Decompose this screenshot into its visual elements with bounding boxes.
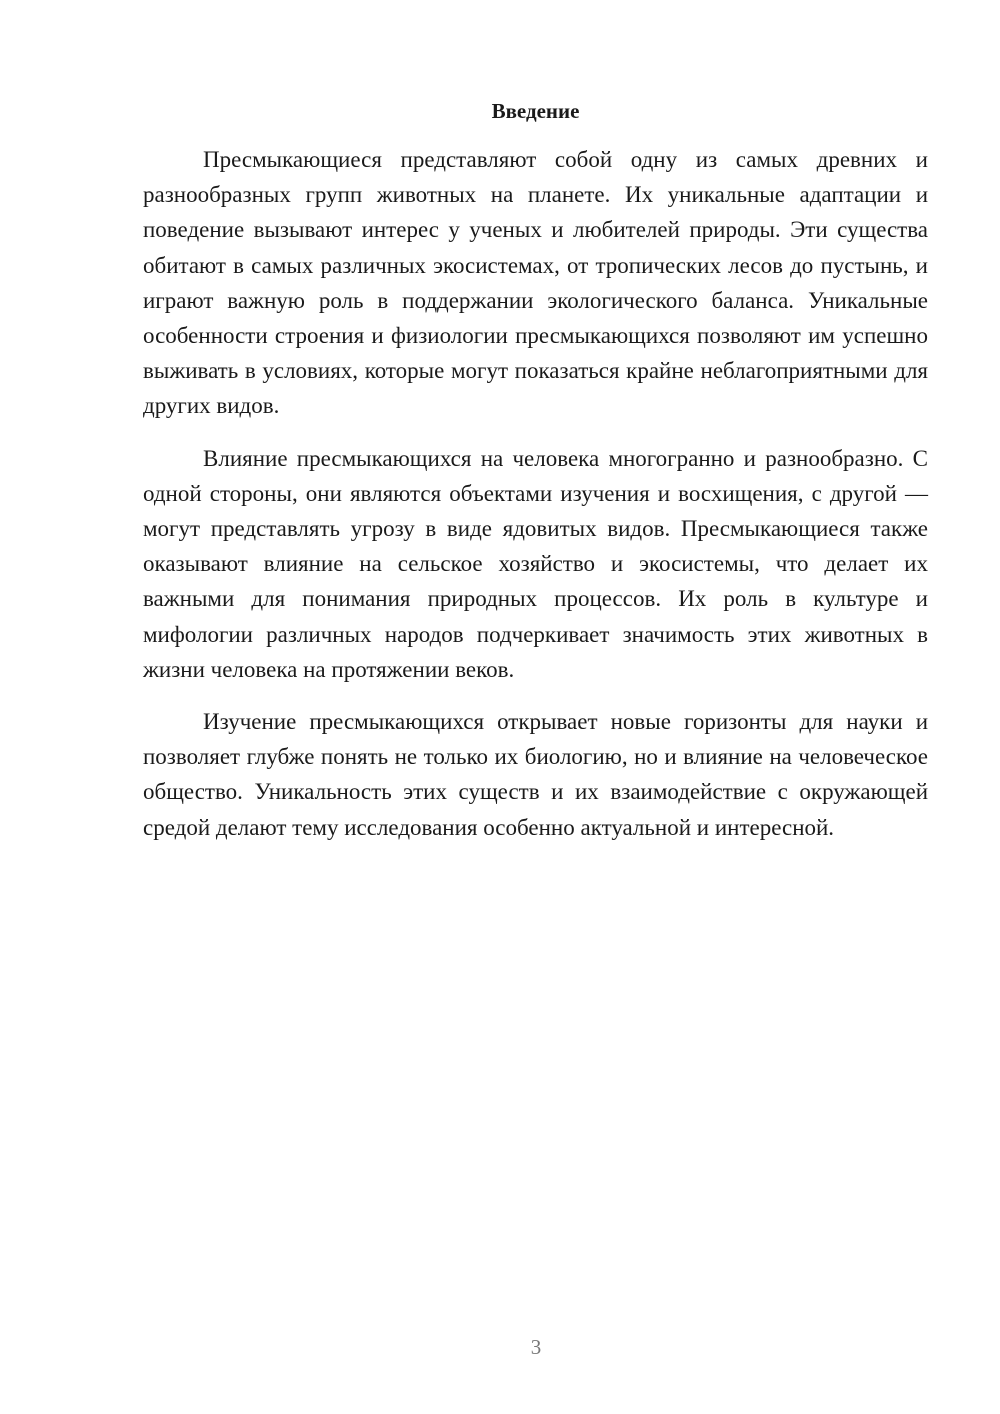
body-text: [143, 142, 928, 862]
paragraph-intro: Пресмыкающиеся представляют собой одну из самых древних и разнообразных групп животных на планете. Их уникальные адаптации и поведение вызывают интерес у ученых и любителей природы. Эти существа обитают в самых различных экосистемах, от тропических лесов до пустынь, и играют важную роль в поддержании экологического баланса. Уникальные особенности строения и физиологии пресмыкающихся позволяют им успешно выживать в условиях, которые могут показаться крайне неблагоприятными для других видов.: [143, 147, 928, 419]
paragraph-study: Изучение пресмыкающихся открывает новые горизонты для науки и позволяет глубже понять не только их биологию, но и влияние на человеческое общество. Уникальность этих существ и их взаимодействие с окружающей средой делают тему исследования особенно актуальной и интересной.: [143, 709, 928, 840]
page-number: 3: [530, 1335, 542, 1359]
section-title: Введение: [491, 99, 580, 123]
paragraph-influence: Влияние пресмыкающихся на человека многогранно и разнообразно. С одной стороны, они являются объектами изучения и восхищения, с другой — могут представлять угрозу в виде ядовитых видов. Пресмыкающиеся также оказывают влияние на сельское хозяйство и экосистемы, что делает их важными для понимания природных процессов. Их роль в культуре и мифологии различных народов подчеркивает значимость этих животных в жизни человека на протяжении веков.: [143, 445, 928, 682]
